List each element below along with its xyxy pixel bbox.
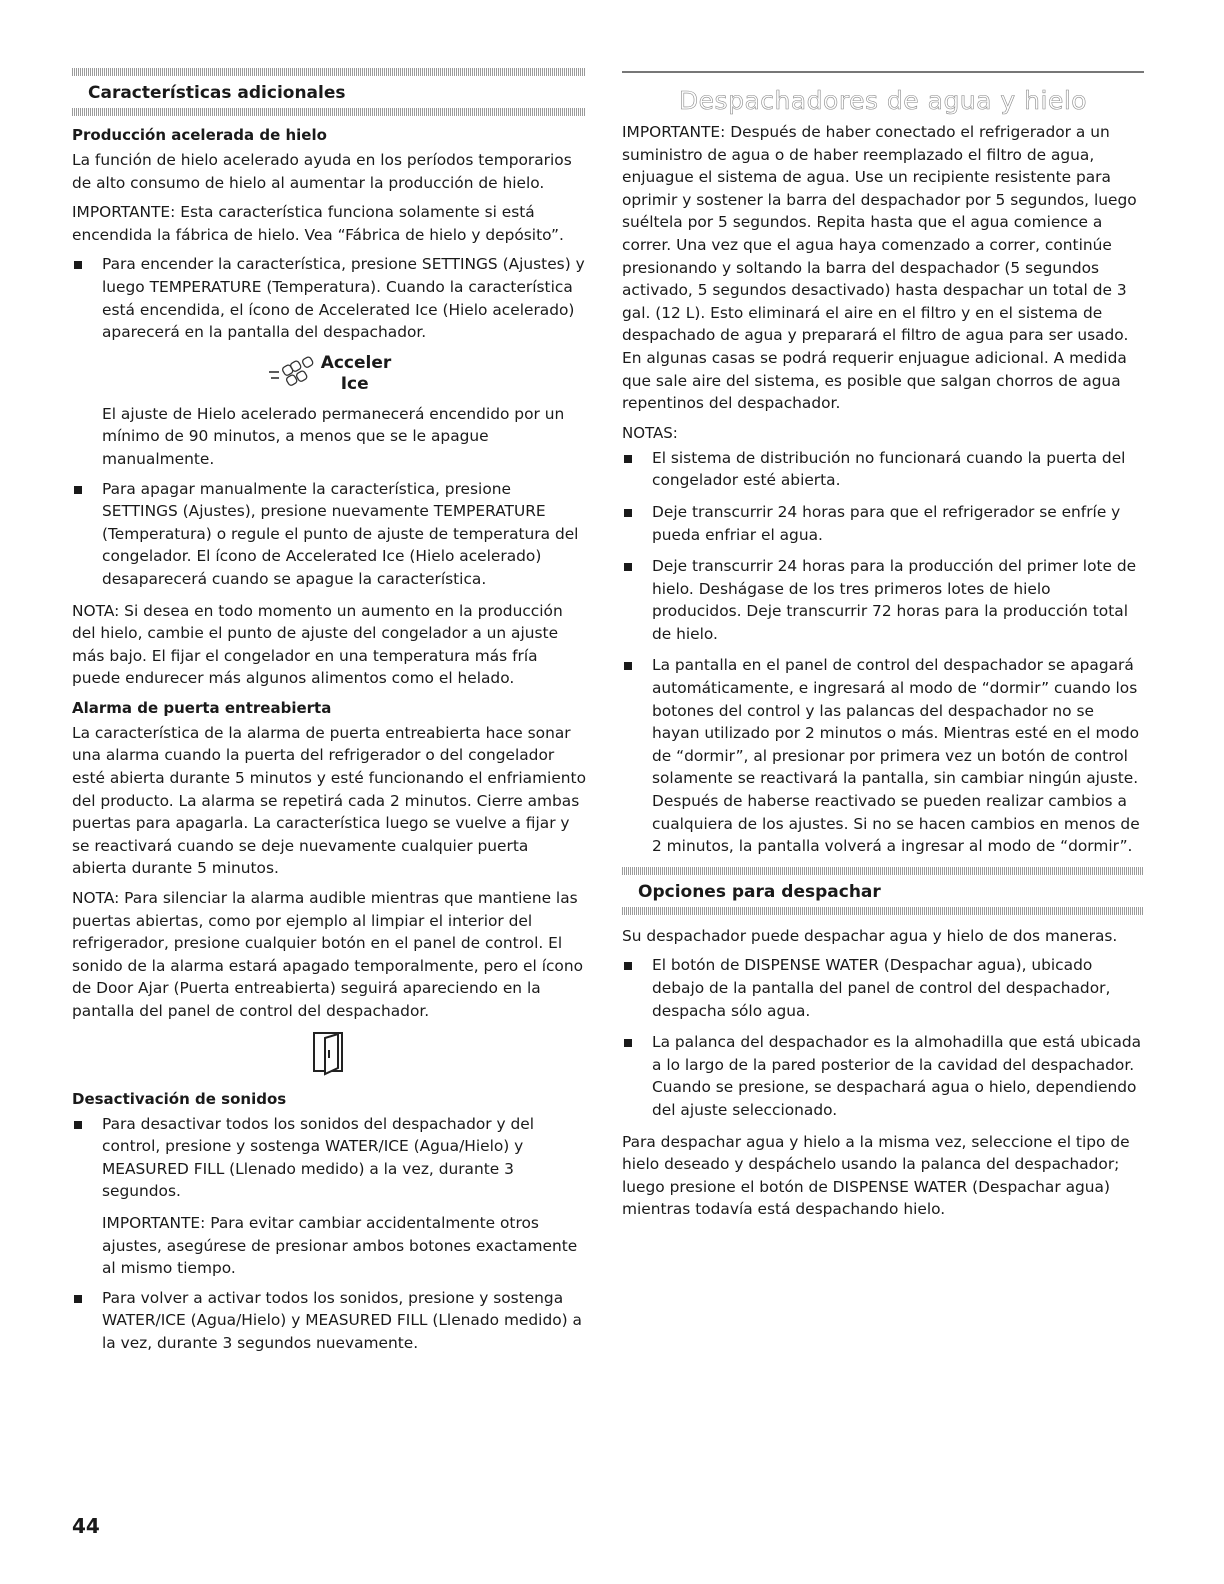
- paragraph: IMPORTANTE: Después de haber conectado el refrigerador a un suministro de agua o de haber reemplazado el filtro de agua, enjuague el sistema de agua. Use un recipiente resistente para oprimir y sostener la barra del despachador por 5 segundos, luego suéltela por 5 segundos. Repita hasta que el agua comience a correr. Una vez que el agua haya comenzado a correr, continúe presionando y soltando la barra del despachador (5 segundos activado, 5 segundos desactivado) hasta despachar un total de 3 gal. (12 L). Esto eliminará el aire en el filtro y en el sistema de despachado de agua y preparará el filtro de agua para ser usado. En algunas casas se podrá requerir enjuague adicional. A medida que sale aire del sistema, es posible que salgan chorros de agua repentinos del despachador.: [622, 123, 1137, 413]
- subtitle-accelerated-ice: Producción acelerada de hielo: [72, 126, 327, 144]
- subtitle-sounds-off: Desactivación de sonidos: [72, 1089, 287, 1108]
- paragraph: IMPORTANTE: Esta característica funciona solamente si está encendida la fábrica de hielo. Vea “Fábrica de hielo y depósito”.: [72, 203, 564, 244]
- bullet-list: [72, 253, 586, 343]
- paragraph: NOTA: Si desea en todo momento un aumento en la producción del hielo, cambie el punto de ajuste del congelador a un ajuste más bajo. El fijar el congelador en una temperatura más fría puede endurecer más algunos alimentos como el helado.: [72, 601, 563, 688]
- list-item: Para apagar manualmente la característica, presione SETTINGS (Ajustes), presione nuevamente TEMPERATURE (Temperatura) o regule el punto de ajuste de temperatura del congelador. El ícono de Accelerated Ice (Hielo acelerado) desaparecerá cuando se apague la característica.: [72, 478, 586, 591]
- notes-label: NOTAS:: [622, 423, 678, 442]
- section-rule-top: [622, 867, 1144, 875]
- list-item: Para encender la característica, presione SETTINGS (Ajustes) y luego TEMPERATURE (Temperatura). Cuando la característica está encendida, el ícono de Accelerated Ice (Hielo acelerado) aparecerá en la pantalla del despachador.: [72, 253, 586, 343]
- section-title-caracteristicas: Características adicionales: [88, 83, 346, 103]
- list-item: La palanca del despachador es la almohadilla que está ubicada a lo largo de la pared posterior de la cavidad del despachador. Cuando se presione, se despachará agua o hielo, dependiendo del ajuste seleccionado.: [622, 1031, 1144, 1121]
- page-number: 44: [72, 1514, 100, 1538]
- list-item: La pantalla en el panel de control del despachador se apagará automáticamente, e ingresará al modo de “dormir” cuando los botones del control y las palancas del despachador no se hayan utilizado por 2 minutos o más. Mientras esté en el modo de “dormir”, al presionar por primera vez un botón de control solamente se reactivará la pantalla, sin cambiar ningún ajuste. Después de haberse reactivado se pueden realizar cambios a cualquiera de los ajustes. Si no se hacen cambios en menos de 2 minutos, la pantalla volverá a ingresar al modo de “dormir”.: [622, 654, 1144, 857]
- important-label: IMPORTANTE:: [72, 203, 176, 222]
- note-label: NOTA:: [72, 889, 120, 908]
- list-item: Para volver a activar todos los sonidos, presione y sostenga WATER/ICE (Agua/Hielo) y MEASURED FILL (Llenado medido) a la vez, durante 3 segundos nuevamente.: [72, 1287, 586, 1355]
- important-label: IMPORTANTE:: [102, 1213, 206, 1232]
- door-ajar-indicator: [72, 1030, 586, 1076]
- page-title: Despachadores de agua y hielo: [678, 86, 1088, 115]
- paragraph: El ajuste de Hielo acelerado permanecerá encendido por un mínimo de 90 minutos, a menos que se le apague manualmente.: [102, 404, 565, 468]
- bullet-list: [72, 1287, 586, 1355]
- list-item: Deje transcurrir 24 horas para la producción del primer lote de hielo. Deshágase de los tres primeros lotes de hielo producidos. Deje transcurrir 72 horas para la producción total de hielo.: [622, 555, 1144, 645]
- bullet-list: [622, 954, 1144, 1121]
- list-item: Deje transcurrir 24 horas para que el refrigerador se enfríe y pueda enfriar el agua.: [622, 501, 1144, 546]
- paragraph: Su despachador puede despachar agua y hielo de dos maneras.: [622, 926, 1118, 945]
- section-rule-top: [72, 68, 586, 76]
- paragraph: La característica de la alarma de puerta entreabierta hace sonar una alarma cuando la puerta del refrigerador o del congelador esté abierta durante 5 minutos y esté funcionando el enfriamiento del producto. La alarma se repetirá cada 2 minutos. Cierre ambas puertas para apagarla. La característica luego se vuelve a fijar y se reactivará cuando se deje nuevamente cualquier puerta abierta durante 5 minutos.: [72, 723, 587, 878]
- section-title-opciones: Opciones para despachar: [638, 881, 881, 902]
- paragraph: NOTA: Para silenciar la alarma audible mientras que mantiene las puertas abiertas, como por ejemplo al limpiar el interior del refrigerador, presione cualquier botón en el panel de control. El sonido de la alarma estará apagado temporalmente, pero el ícono de Door Ajar (Puerta entreabierta) seguirá apareciendo en la pantalla del panel de control del despachador.: [72, 889, 584, 1020]
- important-label: IMPORTANTE:: [622, 123, 726, 141]
- list-item: El botón de DISPENSE WATER (Despachar agua), ubicado debajo de la pantalla del panel de control del despachador, despacha sólo agua.: [622, 954, 1144, 1022]
- bullet-list: [72, 1113, 586, 1203]
- accelerated-ice-indicator: [72, 353, 586, 395]
- accelerated-ice-icon: [267, 354, 317, 394]
- accelerated-ice-label: Acceler Ice: [320, 352, 392, 394]
- section-rule-bottom: [622, 907, 1144, 915]
- section-rule-bottom: [72, 108, 586, 116]
- right-column: [622, 68, 1144, 1228]
- notes-list: [622, 447, 1144, 858]
- paragraph: IMPORTANTE: Para evitar cambiar accidentalmente otros ajustes, asegúrese de presionar ambos botones exactamente al mismo tiempo.: [102, 1213, 578, 1278]
- left-column: [72, 68, 586, 1364]
- section-rule-solid: [622, 71, 1144, 73]
- bullet-list: [72, 478, 586, 591]
- door-ajar-icon: [311, 1030, 347, 1076]
- paragraph: Para despachar agua y hielo a la misma vez, seleccione el tipo de hielo deseado y despáchelo usando la palanca del despachador; luego presione el botón de DISPENSE WATER (Despachar agua) mientras todavía está despachando hielo.: [622, 1132, 1130, 1219]
- subtitle-door-alarm: Alarma de puerta entreabierta: [72, 698, 332, 717]
- list-item: El sistema de distribución no funcionará cuando la puerta del congelador esté abierta.: [622, 447, 1144, 492]
- list-item: Para desactivar todos los sonidos del despachador y del control, presione y sostenga WATER/ICE (Agua/Hielo) y MEASURED FILL (Llenado medido) a la vez, durante 3 segundos.: [72, 1113, 586, 1203]
- note-label: NOTA:: [72, 601, 120, 620]
- paragraph: La función de hielo acelerado ayuda en los períodos temporarios de alto consumo de hielo al aumentar la producción de hielo.: [72, 151, 572, 192]
